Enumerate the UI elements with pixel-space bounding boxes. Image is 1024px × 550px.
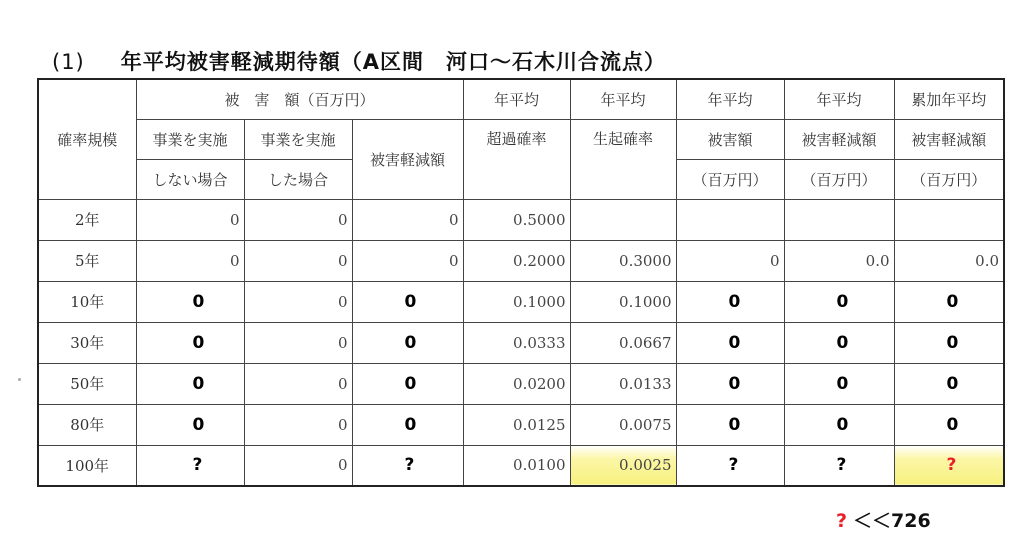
header-exceedance-1: 年平均	[463, 79, 570, 119]
cell-implemented: 0	[244, 404, 352, 445]
header-damage-group: 被 害 額（百万円）	[136, 79, 463, 119]
cell-reduction: 0	[352, 199, 463, 240]
cell-exceedance: 0.1000	[463, 281, 570, 322]
cell-implemented: 0	[244, 281, 352, 322]
cell-avg-damage: 0	[676, 240, 784, 281]
cell-not-implemented: ?	[136, 445, 244, 486]
table-row	[38, 240, 1004, 281]
cell-avg-reduction: ?	[784, 445, 894, 486]
cell-occurrence	[570, 199, 676, 240]
cell-avg-damage: 0	[676, 322, 784, 363]
header-implemented-2: した場合	[244, 159, 352, 199]
section-number: (1)	[52, 50, 85, 74]
cell-implemented: 0	[244, 445, 352, 486]
table-row	[38, 322, 1004, 363]
cell-occurrence: 0.0667	[570, 322, 676, 363]
cell-avg-damage: 0	[676, 281, 784, 322]
cell-occurrence-highlighted: 0.0025	[570, 445, 676, 486]
cell-avg-reduction	[784, 199, 894, 240]
cell-not-implemented: 0	[136, 404, 244, 445]
cell-cum-reduction: 0	[894, 404, 1004, 445]
cell-reduction: 0	[352, 363, 463, 404]
cell-not-implemented: 0	[136, 281, 244, 322]
table-row	[38, 199, 1004, 240]
damage-reduction-table	[37, 78, 1005, 487]
cell-avg-damage: 0	[676, 363, 784, 404]
cell-not-implemented: 0	[136, 240, 244, 281]
cell-not-implemented: 0	[136, 363, 244, 404]
cell-reduction: 0	[352, 281, 463, 322]
cell-avg-reduction: 0.0	[784, 240, 894, 281]
cell-avg-damage: 0	[676, 404, 784, 445]
title-text: 年平均被害軽減期待額（A区間 河口～石木川合流点）	[120, 50, 667, 74]
header-cum-reduction-1: 累加年平均	[894, 79, 1004, 119]
cell-exceedance: 0.0125	[463, 404, 570, 445]
cell-avg-reduction: 0	[784, 363, 894, 404]
cell-scale: 80年	[38, 404, 136, 445]
cell-implemented: 0	[244, 240, 352, 281]
cell-cum-reduction: 0	[894, 322, 1004, 363]
page-title	[52, 46, 666, 76]
cell-reduction: 0	[352, 404, 463, 445]
cell-occurrence: 0.0133	[570, 363, 676, 404]
header-implemented-1: 事業を実施	[244, 119, 352, 159]
header-occurrence-1: 年平均	[570, 79, 676, 119]
table-row	[38, 404, 1004, 445]
cell-avg-damage	[676, 199, 784, 240]
cell-reduction: ?	[352, 445, 463, 486]
header-exceedance-2: 超過確率	[463, 119, 570, 199]
cell-not-implemented: 0	[136, 322, 244, 363]
cell-exceedance: 0.5000	[463, 199, 570, 240]
footnote	[836, 506, 931, 533]
cell-scale: 30年	[38, 322, 136, 363]
cell-not-implemented: 0	[136, 199, 244, 240]
footnote-mark: ?	[836, 510, 848, 532]
header-avg-reduction-1: 年平均	[784, 79, 894, 119]
cell-reduction: 0	[352, 240, 463, 281]
header-cum-reduction-3: （百万円）	[894, 159, 1004, 199]
cell-exceedance: 0.0333	[463, 322, 570, 363]
cell-exceedance: 0.2000	[463, 240, 570, 281]
cell-cum-reduction: 0	[894, 281, 1004, 322]
cell-implemented: 0	[244, 322, 352, 363]
cell-cum-reduction: 0.0	[894, 240, 1004, 281]
cell-reduction: 0	[352, 322, 463, 363]
cell-implemented: 0	[244, 199, 352, 240]
cell-implemented: 0	[244, 363, 352, 404]
table-row	[38, 363, 1004, 404]
header-scale: 確率規模	[38, 79, 136, 199]
header-not-implemented-1: 事業を実施	[136, 119, 244, 159]
cell-occurrence: 0.0075	[570, 404, 676, 445]
cell-cum-reduction-highlighted: ?	[894, 445, 1004, 486]
cell-occurrence: 0.3000	[570, 240, 676, 281]
footnote-text: ＜＜726	[853, 510, 931, 532]
table-row	[38, 281, 1004, 322]
header-occurrence-2: 生起確率	[570, 119, 676, 199]
cell-avg-damage: ?	[676, 445, 784, 486]
cell-scale: 5年	[38, 240, 136, 281]
stray-mark	[18, 378, 21, 381]
cell-occurrence: 0.1000	[570, 281, 676, 322]
header-avg-damage-3: （百万円）	[676, 159, 784, 199]
header-avg-reduction-3: （百万円）	[784, 159, 894, 199]
header-avg-reduction-2: 被害軽減額	[784, 119, 894, 159]
cell-avg-reduction: 0	[784, 322, 894, 363]
cell-scale: 2年	[38, 199, 136, 240]
cell-avg-reduction: 0	[784, 281, 894, 322]
header-not-implemented-2: しない場合	[136, 159, 244, 199]
header-reduction: 被害軽減額	[352, 119, 463, 199]
table-row	[38, 445, 1004, 486]
cell-avg-reduction: 0	[784, 404, 894, 445]
cell-exceedance: 0.0200	[463, 363, 570, 404]
header-avg-damage-1: 年平均	[676, 79, 784, 119]
cell-exceedance: 0.0100	[463, 445, 570, 486]
cell-cum-reduction: 0	[894, 363, 1004, 404]
cell-scale: 10年	[38, 281, 136, 322]
cell-scale: 100年	[38, 445, 136, 486]
cell-cum-reduction	[894, 199, 1004, 240]
header-avg-damage-2: 被害額	[676, 119, 784, 159]
header-cum-reduction-2: 被害軽減額	[894, 119, 1004, 159]
cell-scale: 50年	[38, 363, 136, 404]
